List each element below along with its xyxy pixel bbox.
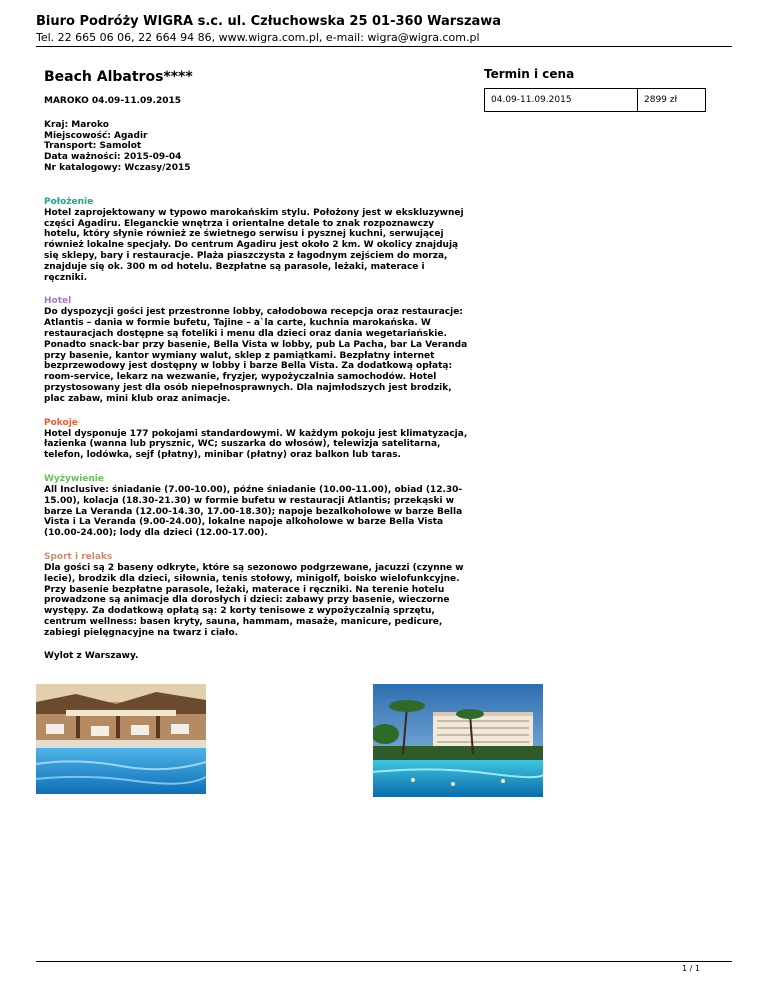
section-text: All Inclusive: śniadanie (7.00-10.00), późne śniadanie (10.00-11.00), obiad (12.30-15.00), kolacja (18.30-21.30) w formie bufetu w restauracji Atlantis; przekąski w barze La Veranda (12.00-14.30, 17.00-18.30); napoje bezalkoholowe w barze Bella Vista i La Veranda (9.00-24.00), lokalne napoje alkoholowe w barze Bella Vista (10.00-24.00); lody dla dzieci (12.00-17.00). bbox=[44, 484, 463, 539]
section-text: Hotel zaprojektowany w typowo marokańskim stylu. Położony jest w ekskluzywnej części Agadiru. Eleganckie wnętrza i orientalne detale to znak rozpoznawczy hotelu, który słynie również ze świetnego serwisu i pysznej kuchni, serwującej również lokalne specjały. Do centrum Agadiru jest około 2 km. W okolicy znajdują się sklepy, bary i restauracje. Plaża piaszczysta z łagodnym zejściem do morza, znajduje się ok. 300 m od hotelu. Bezpłatne są parasole, leżaki, materace i ręczniki. bbox=[44, 207, 464, 283]
pricing-date: 04.09-11.09.2015 bbox=[485, 89, 638, 112]
pricing-row bbox=[485, 89, 706, 112]
info-city: Miejscowość: Agadir bbox=[44, 130, 148, 141]
offer-main bbox=[44, 68, 469, 671]
offer-title: Beach Albatros**** bbox=[44, 69, 193, 85]
pricing-price: 2899 zł bbox=[638, 89, 706, 112]
agency-name: Biuro Podróży WIGRA s.c. ul. Człuchowska 25 01-360 Warszawa bbox=[36, 14, 502, 29]
section-title: Pokoje bbox=[44, 417, 78, 428]
hotel-building-pool-photo bbox=[373, 684, 543, 797]
header-divider bbox=[36, 46, 732, 47]
section-location bbox=[44, 197, 469, 284]
info-transport: Transport: Samolot bbox=[44, 141, 142, 152]
info-catalog-number: Nr katalogowy: Wczasy/2015 bbox=[44, 162, 191, 173]
section-title: Położenie bbox=[44, 196, 94, 207]
offer-info bbox=[44, 120, 469, 174]
section-meals bbox=[44, 474, 469, 539]
info-valid-date: Data ważności: 2015-09-04 bbox=[44, 152, 182, 163]
hotel-pool-terrace-photo bbox=[36, 684, 206, 794]
section-text: Hotel dysponuje 177 pokojami standardowymi. W każdym pokoju jest klimatyzacja, łazienka (wanna lub prysznic, WC; suszarka do włosów), telewizja satelitarna, telefon, lodówka, sejf (płatny), minibar (płatny) oraz balkon lub taras. bbox=[44, 428, 468, 461]
section-text: Dla gości są 2 baseny odkryte, które są sezonowo podgrzewane, jacuzzi (czynne w lecie), brodzik dla dzieci, siłownia, tenis stołowy, minigolf, boisko wielofunkcyjne. Przy basenie bezpłatne parasole, leżaki, materace i ręczniki. Na terenie hotelu prowadzone są animacje dla dorosłych i dzieci: zabawy przy basenie, wieczorne występy. Za dodatkową opłatą są: 2 korty tenisowe z wypożyczalnią sprzętu, centrum wellness: basen kryty, sauna, hammam, masaże, manicure, pedicure, zabiegi pielęgnacyjne na twarz i ciało. bbox=[44, 562, 464, 638]
section-title: Wyżywienie bbox=[44, 473, 104, 484]
pricing-heading: Termin i cena bbox=[484, 67, 575, 81]
page-number: 1 / 1 bbox=[682, 964, 700, 973]
pricing-panel bbox=[484, 66, 706, 112]
pricing-table bbox=[484, 88, 706, 112]
offer-subtitle: MAROKO 04.09-11.09.2015 bbox=[44, 96, 181, 106]
section-title: Sport i relaks bbox=[44, 551, 113, 562]
section-rooms bbox=[44, 418, 469, 461]
footer-divider bbox=[36, 961, 732, 962]
section-title: Hotel bbox=[44, 296, 72, 307]
agency-contact: Tel. 22 665 06 06, 22 664 94 86, www.wigra.com.pl, e-mail: wigra@wigra.com.pl bbox=[36, 31, 480, 44]
section-hotel bbox=[44, 296, 469, 404]
info-country: Kraj: Maroko bbox=[44, 119, 109, 130]
section-sport bbox=[44, 552, 469, 639]
departure-note: Wylot z Warszawy. bbox=[44, 651, 139, 662]
section-text: Do dyspozycji gości jest przestronne lobby, całodobowa recepcja oraz restauracje: Atlantis – dania w formie bufetu, Tajine – a`la carte, kuchnia marokańska. W restauracjach dostępne są foteliki i menu dla dzieci oraz dania wegetariańskie. Ponadto snack-bar przy basenie, Bella Vista w lobby, pub La Pacha, bar La Veranda przy basenie, kantor wymiany walut, sklep z pamiątkami. Bezpłatny internet bezprzewodowy jest dostępny w lobby i barze Bella Vista. Za dodatkową opłatą: room-service, lekarz na wezwanie, fryzjer, wypożyczalnia samochodów. Hotel przystosowany jest dla osób niepełnosprawnych. Dla najmłodszych jest brodzik, plac zabaw, mini klub oraz animacje. bbox=[44, 307, 468, 404]
